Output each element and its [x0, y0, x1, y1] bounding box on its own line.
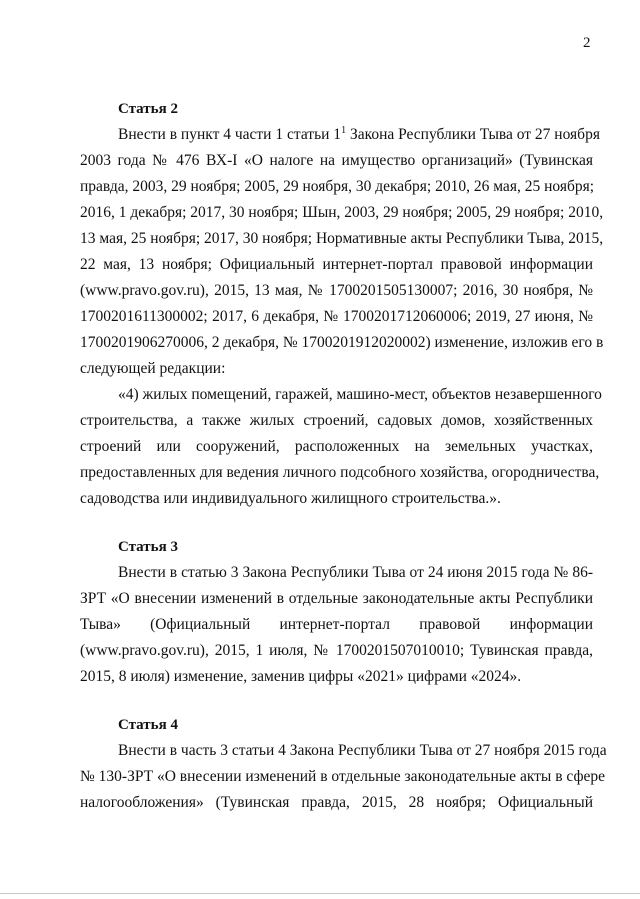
article-2-line-3: правда, 2003, 29 ноября; 2005, 29 ноября, 30 декабря; 2010, 26 мая, 25 ноября;: [80, 178, 595, 195]
article-2-line-8: 1700201611300002; 2017, 6 декабря, № 1700201712060006; 2019, 27 июня, №: [80, 308, 593, 325]
article-3-line-2: ЗРТ «О внесении изменений в отдельные законодательные акты Республики: [80, 590, 593, 607]
article-2-line-6: 22 мая, 13 ноября; Официальный интернет-портал правовой информации: [80, 256, 593, 273]
article-2-line-1-part-a: Внести в пункт 4 части 1 статьи 1: [118, 126, 342, 143]
article-2-quote-line-2: строительства, а также жилых строений, садовых домов, хозяйственных: [80, 412, 593, 429]
article-4-line-2: № 130-ЗРТ «О внесении изменений в отдельные законодательные акты в сфере: [80, 768, 606, 785]
page-bottom-edge: [0, 893, 640, 894]
article-2-quote-line-4: предоставленных для ведения личного подсобного хозяйства, огородничества,: [80, 464, 600, 481]
article-2-line-7: (www.pravo.gov.ru), 2015, 13 мая, № 1700201505130007; 2016, 30 ноября, №: [80, 282, 593, 299]
article-3-line-3: Тыва» (Официальный интернет-портал правовой информации: [80, 616, 593, 633]
article-3-line-5: 2015, 8 июля) изменение, заменив цифры «2021» цифрами «2024».: [80, 668, 522, 685]
article-3-line-1: Внести в статью 3 Закона Республики Тыва от 24 июня 2015 года № 86-: [118, 564, 593, 581]
article-2-line-2: 2003 года № 476 ВХ-I «О налоге на имущество организаций» (Тувинская: [80, 152, 593, 169]
article-2-line-10: следующей редакции:: [80, 360, 226, 377]
article-2-line-4: 2016, 1 декабря; 2017, 30 ноября; Шын, 2003, 29 ноября; 2005, 29 ноября; 2010,: [80, 204, 604, 221]
article-3-heading: Статья 3: [118, 539, 178, 555]
page-number: 2: [583, 35, 591, 51]
article-2-line-1: [118, 124, 600, 145]
article-4-heading: Статья 4: [118, 717, 178, 733]
article-2-quote-line-3: строений или сооружений, расположенных на земельных участках,: [80, 438, 593, 455]
article-2-quote-line-5: садоводства или индивидуального жилищного строительства.».: [80, 490, 501, 507]
article-4-line-3: налогообложения» (Тувинская правда, 2015, 28 ноября; Официальный: [80, 794, 593, 811]
article-2-line-9: 1700201906270006, 2 декабря, № 1700201912020002) изменение, изложив его в: [80, 334, 604, 351]
article-3-line-4: (www.pravo.gov.ru), 2015, 1 июля, № 1700201507010010; Тувинская правда,: [80, 642, 593, 659]
article-2-heading: Статья 2: [118, 101, 178, 117]
article-2-line-5: 13 мая, 25 ноября; 2017, 30 ноября; Нормативные акты Республики Тыва, 2015,: [80, 230, 604, 247]
article-2-quote-line-1: «4) жилых помещений, гаражей, машино-мест, объектов незавершенного: [118, 386, 602, 403]
article-2-superscript: 1: [341, 124, 347, 136]
article-4-line-1: Внести в часть 3 статьи 4 Закона Республики Тыва от 27 ноября 2015 года: [118, 742, 607, 759]
article-2-line-1-part-b: Закона Республики Тыва от 27 ноября: [346, 126, 600, 143]
